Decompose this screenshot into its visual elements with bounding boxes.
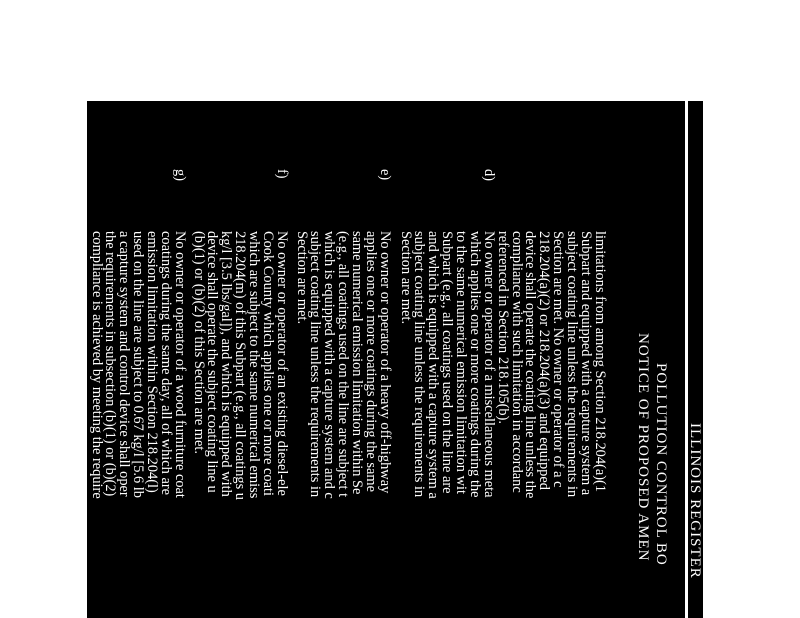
paragraph-line: Cook County which applies one or more coati (260, 231, 277, 496)
notice-title: NOTICE OF PROPOSED AMEN (635, 333, 651, 562)
paragraph-line: which are subject to the same numerical emiss (246, 231, 263, 499)
paragraph-g (89, 231, 186, 618)
paragraph-line: Subpart (e.g., all coatings used on the line are (439, 231, 456, 494)
paragraph-line: limitations from among Section 218.204(a)(1 (592, 231, 608, 492)
register-title: ILLINOIS REGISTER (687, 423, 703, 579)
paragraph-line: device shall operate the coating line unless the (522, 231, 539, 499)
paragraph-continuation (495, 231, 606, 618)
paragraph-label-f: f) (274, 169, 290, 179)
paragraph-line: applies one or more coatings during the same (363, 231, 380, 492)
paragraph-line: a capture system and control device shall oper (116, 231, 133, 497)
paragraph-line: Section are met. (293, 231, 310, 325)
paragraph-line: compliance with such limitation in accordanc (508, 231, 525, 493)
paragraph-line: No owner or operator of a heavy off-highway (377, 231, 393, 494)
paragraph-line: subject coating line unless the requirements in (411, 231, 428, 498)
paragraph-line: same numerical emission limitation within Se (349, 231, 366, 495)
paragraph-label-e: e) (377, 169, 393, 181)
paragraph-line: No owner or operator of an existing diesel-ele (274, 231, 290, 496)
paragraph-line: 218.204(m) of this Subpart (e.g., all coatings u (232, 231, 249, 500)
paragraph-line: Section are met. No owner or operator of a c (550, 231, 567, 488)
paragraph-line: 218.204(a)(2) or 218.204(a)(3) and equipped (536, 231, 553, 490)
paragraph-line: which applies one or more coatings during the (467, 231, 484, 498)
paragraph-line: which is equipped with a capture system and c (321, 231, 338, 499)
paragraph-line: kg/l [3.5 lbs/gal]), and which is equipped with (218, 231, 235, 497)
paragraph-line: subject coating line unless the requirements in (564, 231, 581, 498)
paragraph-line: the requirements in subsection (b)(1) or (b)(2) (102, 231, 119, 497)
paragraph-line: Section are met. (397, 231, 414, 325)
paragraph-line: referenced in Section 218.105(b). (494, 231, 511, 425)
paragraph-e (294, 231, 391, 618)
paragraph-line: (e.g., all coatings used on the line are subject t (335, 231, 352, 498)
paragraph-line: device shall operate the subject coating line u (204, 231, 221, 493)
paragraph-line: and which is equipped with a capture system a (425, 231, 442, 499)
paragraph-line: subject coating line unless the requirements in (307, 231, 324, 498)
paragraph-line: to the same numerical emission limitation wit (453, 231, 470, 494)
paragraph-f (191, 231, 288, 618)
scanned-page (87, 101, 703, 618)
paragraph-line: compliance is achieved by meeting the require (88, 231, 105, 499)
paragraph-line: (b)(1) or (b)(2) of this Section are met. (190, 231, 207, 454)
paragraph-line: No owner or operator of a wood furniture coat (172, 231, 188, 498)
paragraph-label-d: d) (481, 169, 497, 181)
paragraph-d (398, 231, 495, 618)
paragraph-line: emission limitation within Section 218.204(l) (144, 231, 161, 493)
paragraph-line: Subpart and equipped with a capture system a (578, 231, 595, 496)
board-title: POLLUTION CONTROL BO (653, 363, 669, 566)
paragraph-line: used on the line are subject to 0.67 kg/l [5.6 lb (130, 231, 147, 498)
paragraph-label-g: g) (172, 169, 188, 181)
rotated-text-block (87, 101, 703, 618)
paragraph-line: No owner or operator of a miscellaneous meta (481, 231, 497, 498)
paragraph-line: coatings during the same day, all of which are (158, 231, 175, 496)
